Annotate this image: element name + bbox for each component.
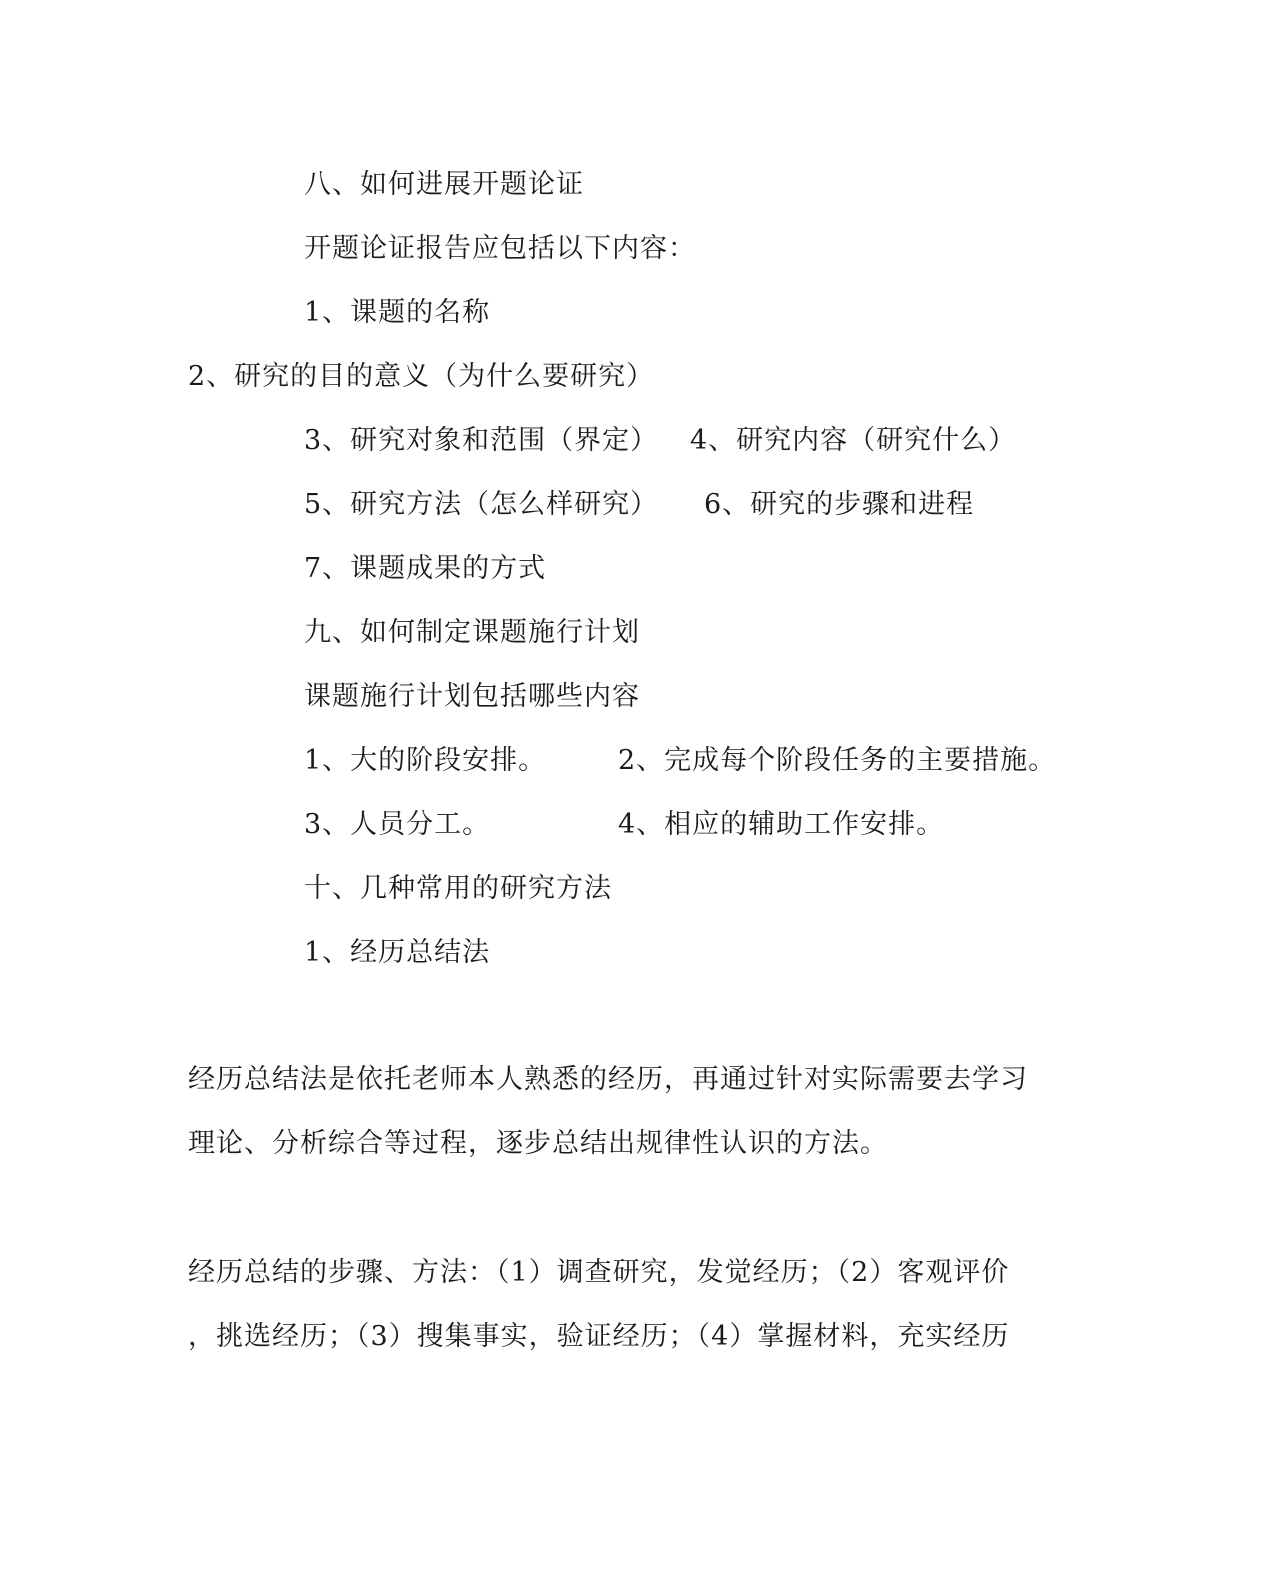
section-8-heading: 八、如何进展开题论证 — [304, 169, 584, 200]
paragraph-1-line-2: 理论、分析综合等过程，逐步总结出规律性认识的方法。 — [188, 1128, 888, 1159]
section-8-item-4: 4、研究内容（研究什么） — [690, 425, 1017, 456]
section-10-heading: 十、几种常用的研究方法 — [304, 873, 612, 904]
section-8-row-3-4 — [304, 424, 1064, 458]
paragraph-1-line-1: 经历总结法是依托老师本人熟悉的经历，再通过针对实际需要去学习 — [188, 1064, 1028, 1095]
section-8-intro: 开题论证报告应包括以下内容： — [304, 233, 696, 264]
section-8-row-5-6 — [304, 488, 1064, 522]
section-9-item-3: 3、人员分工。 — [304, 809, 491, 840]
section-8-item-2: 2、研究的目的意义（为什么要研究） — [188, 361, 655, 392]
section-9-intro: 课题施行计划包括哪些内容 — [304, 681, 640, 712]
section-9-row-1-2 — [304, 744, 1064, 778]
section-9-item-4: 4、相应的辅助工作安排。 — [618, 809, 945, 840]
section-8-item-7: 7、课题成果的方式 — [304, 553, 547, 584]
section-9-heading: 九、如何制定课题施行计划 — [304, 617, 640, 648]
section-8-item-5: 5、研究方法（怎么样研究） — [304, 489, 659, 520]
section-8-item-3: 3、研究对象和范围（界定） — [304, 425, 659, 456]
section-9-row-3-4 — [304, 808, 1064, 842]
section-8-item-1: 1、课题的名称 — [304, 297, 491, 328]
section-9-item-2: 2、完成每个阶段任务的主要措施。 — [618, 745, 1057, 776]
paragraph-2-line-1: 经历总结的步骤、方法：（1）调查研究，发觉经历；（2）客观评价 — [188, 1257, 1010, 1288]
paragraph-2-line-2: ，挑选经历；（3）搜集事实，验证经历；（4）掌握材料，充实经历 — [188, 1321, 1010, 1352]
section-8-item-6: 6、研究的步骤和进程 — [704, 489, 975, 520]
section-10-subheading-1: 1、经历总结法 — [304, 937, 491, 968]
section-9-item-1: 1、大的阶段安排。 — [304, 745, 547, 776]
